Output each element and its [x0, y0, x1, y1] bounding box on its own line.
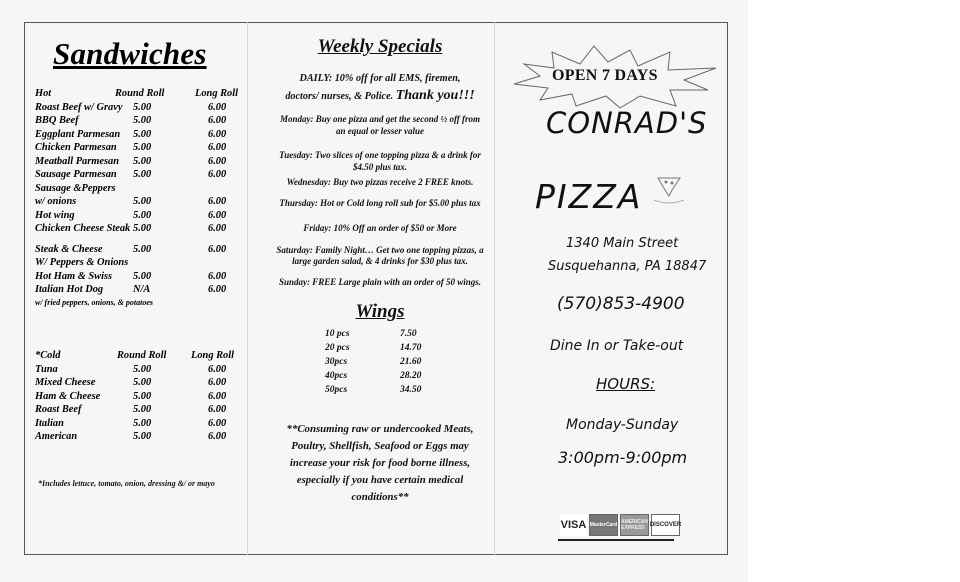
wings-count: 20 pcs	[325, 343, 350, 353]
round-roll-price: 5.00	[133, 196, 152, 207]
cold-header-row	[33, 350, 247, 364]
wings-price: 14.70	[400, 343, 422, 353]
round-roll-price: 5.00	[133, 377, 152, 388]
thank-you-text: Thank you!!!	[395, 88, 475, 103]
long-roll-price: 6.00	[208, 101, 227, 113]
round-roll-price: 5.00	[133, 270, 152, 282]
wings-row	[315, 371, 445, 385]
hot-item-row	[33, 115, 247, 129]
round-roll-price: 5.00	[133, 431, 152, 442]
item-name: Chicken Cheese Steak	[35, 223, 131, 234]
special-tuesday: Tuesday: Two slices of one topping pizza & a drink for $4.50 plus tax.	[279, 150, 481, 172]
service-options: Dine In or Take-out	[550, 338, 684, 354]
long-roll-header: Long Roll	[195, 88, 239, 99]
item-name: American	[35, 431, 78, 442]
item-name: Chicken Parmesan	[35, 142, 117, 153]
long-roll-price: 6.00	[208, 431, 227, 442]
special-monday: Monday: Buy one pizza and get the second ½ off from an equal or lesser value	[279, 114, 481, 136]
cold-sandwich-table	[33, 350, 247, 445]
wings-row	[315, 357, 445, 371]
long-roll-price: 6.00	[208, 404, 227, 415]
item-name: Eggplant Parmesan	[35, 128, 121, 140]
long-roll-price: 6.00	[208, 390, 227, 402]
long-roll-price: 6.00	[208, 417, 227, 429]
round-roll-price: 5.00	[133, 101, 152, 113]
item-name: Italian	[35, 417, 64, 429]
long-roll-price: 6.00	[208, 377, 227, 388]
weekly-specials-title: Weekly Specials	[317, 36, 443, 57]
long-roll-price: 6.00	[208, 223, 227, 234]
american-express-card-icon: AMERICAN EXPRESS	[620, 514, 649, 536]
special-saturday: Saturday: Family Night… Get two one topping pizzas, a large garden salad, & 4 drinks for $30 plus tax.	[276, 244, 484, 266]
round-roll-price: 5.00	[133, 169, 152, 180]
street-address: 1340 Main Street	[566, 236, 679, 251]
pizza-title: PIZZA	[535, 177, 643, 216]
long-roll-price: 6.00	[208, 243, 227, 255]
mastercard-card-icon: MasterCard	[589, 514, 618, 536]
hot-item-row	[33, 244, 247, 258]
round-roll-price: 5.00	[133, 404, 152, 415]
item-name: Roast Beef	[35, 404, 82, 415]
hours-label: HOURS:	[596, 375, 656, 393]
cards-underline	[558, 539, 674, 541]
wings-count: 10 pcs	[325, 329, 350, 339]
open-days: Monday-Sunday	[566, 417, 679, 433]
round-roll-price: 5.00	[133, 128, 152, 140]
item-name: Mixed Cheese	[35, 377, 96, 388]
specials-panel	[270, 30, 490, 506]
phone-number: (570)853-4900	[557, 294, 685, 314]
wings-row	[315, 343, 445, 357]
daily-special	[270, 70, 490, 105]
wings-count: 50pcs	[325, 385, 348, 395]
long-roll-price: 6.00	[208, 115, 227, 126]
hot-item-row	[33, 102, 247, 116]
hot-item-row	[33, 129, 247, 143]
item-name: Sausage Parmesan	[35, 169, 117, 180]
item-name: Hot wing	[35, 209, 75, 221]
special-thursday: Thursday: Hot or Cold long roll sub for $5.00 plus tax	[279, 197, 481, 208]
round-roll-price: 5.00	[133, 155, 152, 167]
hot-item-row	[33, 210, 247, 224]
cold-round-roll-header: Round Roll	[117, 350, 167, 361]
restaurant-name: CONRAD'S	[546, 106, 708, 140]
wings-count: 30pcs	[325, 357, 348, 367]
special-friday: Friday: 10% Off an order of $50 or More	[303, 223, 457, 233]
special-sunday: Sunday: FREE Large plain with an order of 50 wings.	[278, 276, 482, 287]
hot-header: Hot	[35, 88, 52, 99]
round-roll-price: 5.00	[133, 223, 152, 234]
payment-cards	[560, 514, 680, 536]
wings-price-table	[315, 329, 445, 399]
long-roll-price: 6.00	[208, 270, 227, 282]
long-roll-price: 6.00	[208, 363, 227, 375]
daily-special-line2: doctors/ nurses, & Police.	[285, 91, 394, 102]
long-roll-price: 6.00	[208, 142, 227, 153]
fold-line-right	[494, 22, 495, 555]
wings-title: Wings	[355, 301, 405, 322]
item-name: Meatball Parmesan	[35, 155, 119, 167]
hot-item-row	[33, 169, 247, 183]
hot-item-row	[33, 142, 247, 156]
item-name: Ham & Cheese	[35, 390, 101, 402]
round-roll-price: 5.00	[133, 115, 152, 126]
item-name: Hot Ham & Swiss	[35, 270, 113, 282]
long-roll-price: 6.00	[208, 196, 227, 207]
cold-item-row	[33, 404, 247, 418]
round-roll-price: 5.00	[133, 209, 152, 221]
long-roll-price: 6.00	[208, 155, 227, 167]
long-roll-price: 6.00	[208, 284, 227, 295]
item-name: Italian Hot Dog	[35, 284, 104, 295]
wings-row	[315, 329, 445, 343]
round-roll-header: Round Roll	[115, 88, 165, 99]
hot-item-row	[33, 196, 247, 210]
open-7-days-text: OPEN 7 DAYS	[552, 67, 658, 84]
hot-item-row	[33, 183, 247, 197]
visa-card-icon: VISA	[560, 514, 587, 536]
hot-item-row	[33, 257, 247, 271]
pizza-logo-icon	[652, 172, 686, 206]
round-roll-price: 5.00	[133, 363, 152, 375]
long-roll-price: 6.00	[208, 128, 227, 140]
consumption-warning: **Consuming raw or undercooked Meats, Poultry, Shellfish, Seafood or Eggs may increase your risk for food borne illness, especially if you have certain medical conditions**	[286, 423, 474, 503]
discover-card-icon: DISCOVER	[651, 514, 680, 536]
round-roll-price: 5.00	[133, 142, 152, 153]
cold-item-row	[33, 364, 247, 378]
fold-line-left	[247, 22, 248, 555]
cold-long-roll-header: Long Roll	[191, 350, 235, 361]
sandwiches-title: Sandwiches	[53, 36, 207, 71]
item-name: BBQ Beef	[35, 115, 79, 126]
includes-footnote: *Includes lettuce, tomato, onion, dressing &/ or mayo	[38, 479, 215, 488]
cold-item-row	[33, 418, 247, 432]
hot-item-row	[33, 271, 247, 285]
city-state-zip: Susquehanna, PA 18847	[548, 259, 707, 274]
wings-price: 21.60	[400, 357, 422, 367]
round-roll-price: 5.00	[133, 417, 152, 429]
hot-item-row	[33, 223, 247, 237]
hot-dog-note: w/ fried peppers, onions, & potatoes	[35, 297, 154, 307]
cold-header: *Cold	[35, 350, 61, 361]
hot-item-row	[33, 284, 247, 298]
wings-price: 34.50	[400, 385, 422, 395]
item-name: Steak & Cheese	[35, 243, 103, 255]
item-name: Tuna	[35, 363, 58, 375]
item-name: Roast Beef w/ Gravy	[35, 101, 123, 113]
hot-item-row	[33, 156, 247, 170]
daily-special-line1: DAILY: 10% off for all EMS, firemen,	[299, 73, 461, 84]
wings-price: 28.20	[400, 371, 422, 381]
cold-item-row	[33, 377, 247, 391]
cold-item-row	[33, 431, 247, 445]
cold-item-row	[33, 391, 247, 405]
long-roll-price: 6.00	[208, 209, 227, 221]
special-wednesday: Wednesday: Buy two pizzas receive 2 FREE knots.	[286, 177, 474, 187]
wings-row	[315, 385, 445, 399]
round-roll-price: 5.00	[133, 243, 152, 255]
item-name: W/ Peppers & Onions	[35, 257, 129, 268]
item-name: Sausage &Peppers	[35, 182, 116, 194]
wings-count: 40pcs	[325, 371, 348, 381]
sandwiches-panel	[33, 30, 247, 72]
long-roll-price: 6.00	[208, 169, 227, 180]
hot-header-row	[33, 88, 247, 102]
wings-price: 7.50	[400, 329, 417, 339]
round-roll-price: 5.00	[133, 390, 152, 402]
round-roll-price: N/A	[133, 284, 151, 295]
hot-sandwich-table	[33, 88, 247, 311]
open-times: 3:00pm-9:00pm	[558, 448, 688, 467]
item-name: w/ onions	[35, 196, 77, 207]
